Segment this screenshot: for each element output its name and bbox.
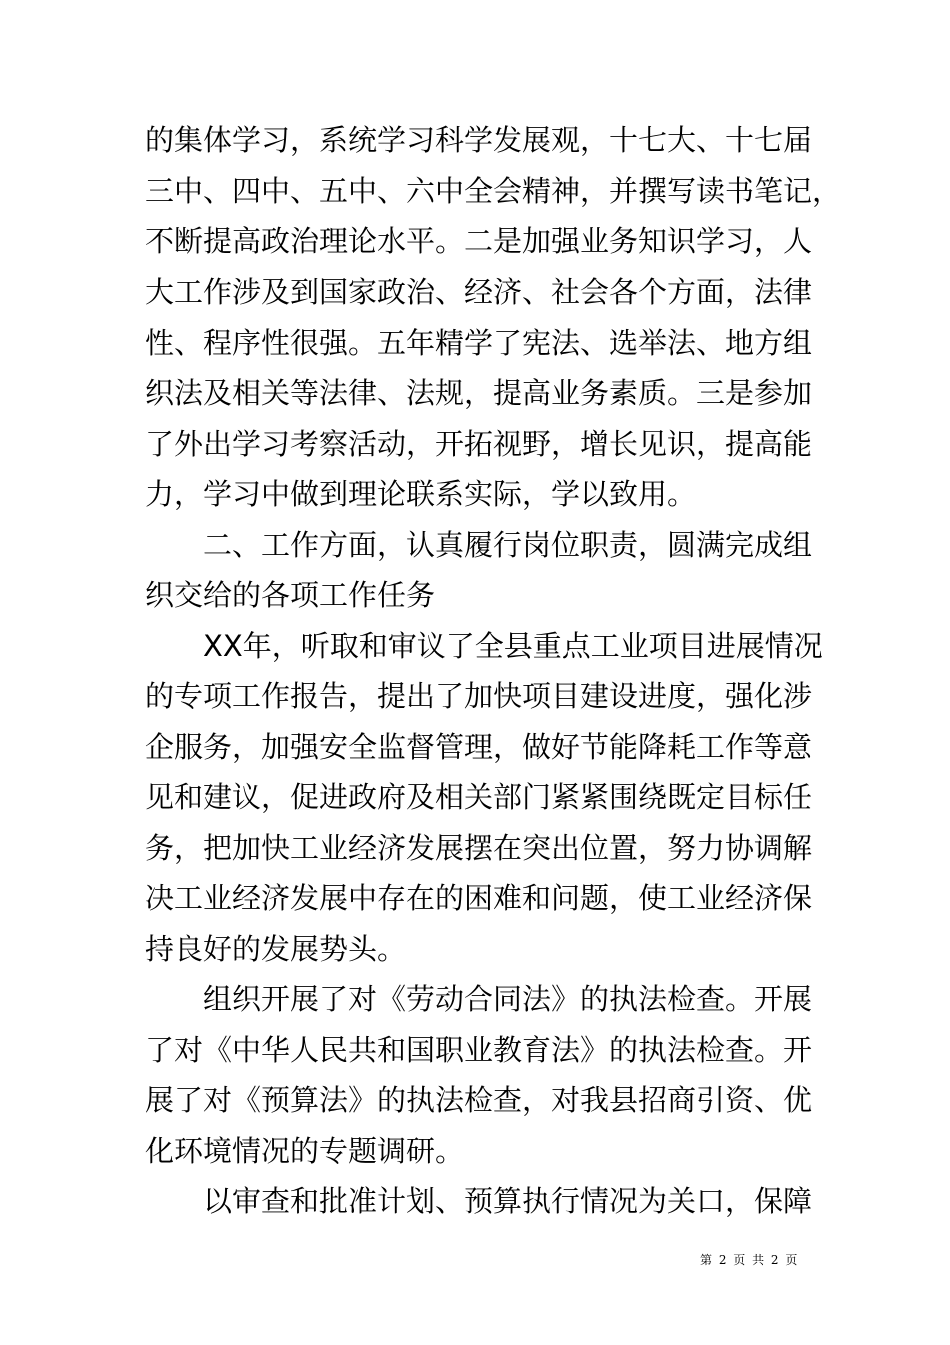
text-line: 力，学习中做到理论联系实际，学以致用。	[145, 477, 697, 511]
text-line: 织法及相关等法律、法规，提高业务素质。三是参加	[145, 376, 813, 410]
text-line: 大工作涉及到国家政治、经济、社会各个方面，法律	[145, 275, 813, 309]
text-line: 企服务，加强安全监督管理，做好节能降耗工作等意	[145, 730, 813, 764]
text-line: 化环境情况的专题调研。	[145, 1134, 465, 1168]
text-line: 不断提高政治理论水平。二是加强业务知识学习，人	[145, 224, 813, 258]
page-number-footer: 第 2 页 共 2 页	[700, 1253, 798, 1267]
text-line: 以审查和批准计划、预算执行情况为关口，保障	[203, 1184, 813, 1218]
text-line: 持良好的发展势头。	[145, 932, 407, 966]
text-line: 了外出学习考察活动，开拓视野，增长见识，提高能	[145, 427, 813, 461]
text-line: 了对《中华人民共和国职业教育法》的执法检查。开	[145, 1033, 813, 1067]
text-line: 三中、四中、五中、六中全会精神，并撰写读书笔记，	[145, 174, 842, 208]
section-heading-line: 织交给的各项工作任务	[145, 578, 436, 612]
text-line: 见和建议，促进政府及相关部门紧紧围绕既定目标任	[145, 780, 813, 814]
text-line: 的集体学习，系统学习科学发展观，十七大、十七届	[145, 123, 813, 157]
text-line: 性、程序性很强。五年精学了宪法、选举法、地方组	[145, 326, 813, 360]
text-line: 展了对《预算法》的执法检查，对我县招商引资、优	[145, 1083, 813, 1117]
text-line: 组织开展了对《劳动合同法》的执法检查。开展	[203, 982, 813, 1016]
text-line: 决工业经济发展中存在的困难和问题，使工业经济保	[145, 881, 813, 915]
section-heading-line: 二、工作方面，认真履行岗位职责，圆满完成组	[203, 528, 813, 562]
text-line: XX年，听取和审议了全县重点工业项目进展情况	[203, 629, 823, 663]
text-line: 的专项工作报告，提出了加快项目建设进度，强化涉	[145, 679, 813, 713]
text-line: 务，把加快工业经济发展摆在突出位置，努力协调解	[145, 831, 813, 865]
